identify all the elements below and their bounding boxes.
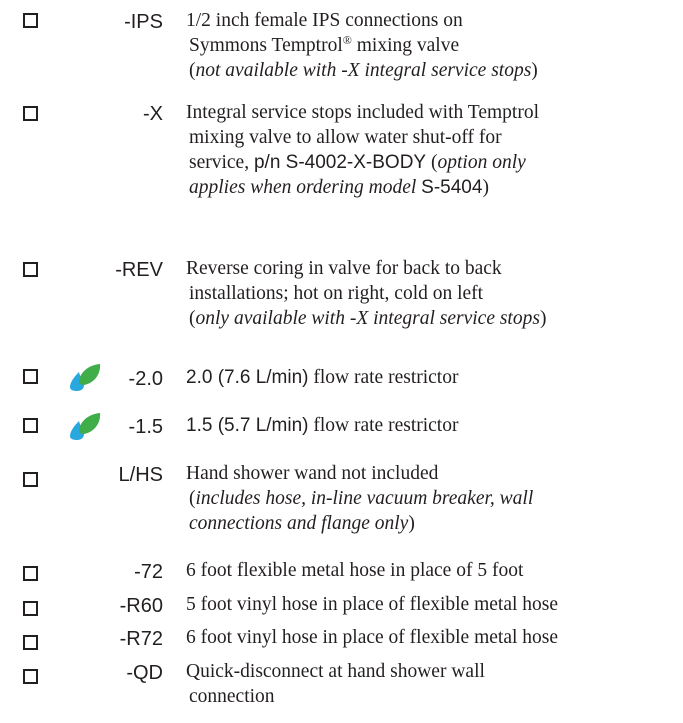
option-code: L/HS xyxy=(118,464,163,486)
option-description: Hand shower wand not included (includes hose, in-line vacuum breaker, wall connections and flange only) xyxy=(186,463,534,534)
option-code: -72 xyxy=(134,561,163,583)
checkbox[interactable] xyxy=(23,669,38,684)
checkbox[interactable] xyxy=(23,601,38,616)
option-description: Integral service stops included with Temptrol mixing valve to allow water shut-off for service, p/n S-4002-X-BODY (option only applies when ordering model S-5404) xyxy=(186,102,539,198)
option-description: 1/2 inch female IPS connections on Symmons Temptrol® mixing valve (not available with -X integral service stops) xyxy=(186,10,538,81)
option-code: -R72 xyxy=(119,628,163,650)
checkbox[interactable] xyxy=(23,472,38,487)
option-description: Quick-disconnect at hand shower wall connection xyxy=(186,661,485,707)
option-description: 2.0 (7.6 L/min) flow rate restrictor xyxy=(186,367,459,388)
option-description: Reverse coring in valve for back to back installations; hot on right, cold on left (only available with -X integral service stops) xyxy=(186,258,547,329)
checkbox[interactable] xyxy=(23,262,38,277)
checkbox[interactable] xyxy=(23,13,38,28)
water-drop-leaf-icon xyxy=(66,363,104,391)
checkbox[interactable] xyxy=(23,369,38,384)
option-description: 5 foot vinyl hose in place of flexible metal hose xyxy=(186,594,559,615)
option-code: -IPS xyxy=(124,11,163,33)
option-code: -R60 xyxy=(119,595,163,617)
option-code: -QD xyxy=(126,662,163,684)
option-code: -X xyxy=(143,103,163,125)
option-description: 6 foot flexible metal hose in place of 5 foot xyxy=(186,560,524,581)
option-code: -2.0 xyxy=(128,368,163,390)
option-code: -1.5 xyxy=(128,416,163,438)
option-description: 6 foot vinyl hose in place of flexible metal hose xyxy=(186,627,559,648)
checkbox[interactable] xyxy=(23,635,38,650)
checkbox[interactable] xyxy=(23,566,38,581)
option-description: 1.5 (5.7 L/min) flow rate restrictor xyxy=(186,415,459,436)
checkbox[interactable] xyxy=(23,418,38,433)
checkbox[interactable] xyxy=(23,106,38,121)
water-drop-leaf-icon xyxy=(66,412,104,440)
option-code: -REV xyxy=(115,259,163,281)
